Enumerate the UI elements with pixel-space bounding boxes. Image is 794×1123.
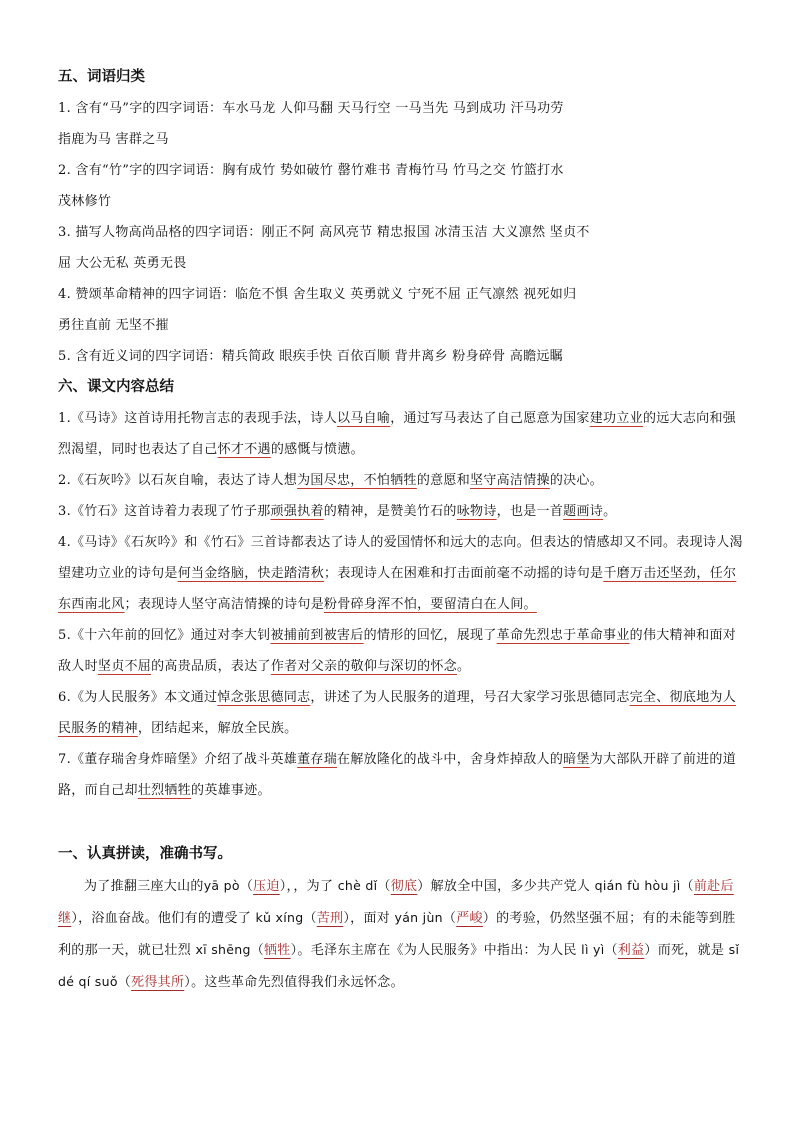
summary-item-7 bbox=[58, 744, 748, 806]
section6-heading: 六、课文内容总结 bbox=[58, 379, 174, 395]
key-phrase: 坚守高洁情操 bbox=[470, 473, 550, 488]
summary-text: ，也是一首 bbox=[496, 504, 564, 519]
key-phrase: 顽强执着 bbox=[270, 504, 324, 519]
word-group-1-cont: 指鹿为马 害群之马 bbox=[58, 132, 169, 147]
pinyin: chè dǐ bbox=[337, 878, 378, 893]
summary-text: ；表现诗人坚守高洁情操的诗句是 bbox=[124, 597, 325, 612]
answer-blank[interactable]: 利益 bbox=[617, 943, 645, 958]
exercise-text: 。毛泽东主席在《为人民服务》中指出：为人民 bbox=[297, 943, 577, 958]
word-group-2 bbox=[58, 155, 748, 186]
key-phrase: 以马自喻 bbox=[337, 411, 391, 426]
pinyin: yán jùn bbox=[394, 910, 443, 925]
summary-text: 在解放隆化的战斗中，舍身炸掉敌人的 bbox=[337, 752, 564, 767]
summary-text: 。 bbox=[457, 659, 471, 674]
summary-text: 3.《竹石》这首诗着力表现了竹子那 bbox=[58, 504, 271, 519]
summary-text: 的情形的回忆，展现了 bbox=[363, 628, 497, 643]
word-group-4-cont: 勇往直前 无坚不摧 bbox=[58, 318, 169, 333]
summary-text: 的伟大精神和面对敌人时 bbox=[58, 628, 737, 674]
exercise-text: 。这些革命先烈值得我们永远怀念。 bbox=[191, 975, 404, 990]
answer-blank[interactable]: 前赴后继 bbox=[58, 879, 734, 926]
summary-text: 的高贵品质，表达了 bbox=[151, 659, 271, 674]
word-group-words: 车水马龙 人仰马翻 天马行空 一马当先 马到成功 汗马功劳 bbox=[222, 101, 564, 116]
word-group-words: 精兵简政 眼疾手快 百依百顺 背井离乡 粉身碎骨 高瞻远瞩 bbox=[221, 349, 564, 364]
word-group-label: 2. 含有“竹”字的四字词语： bbox=[58, 163, 223, 178]
section1-heading: 一、认真拼读，准确书写。 bbox=[58, 846, 232, 862]
section5-heading: 五、词语归类 bbox=[58, 69, 145, 85]
summary-item-3 bbox=[58, 496, 748, 527]
key-phrase: 粉骨碎身浑不怕，要留清白在人间。 bbox=[324, 597, 537, 612]
summary-text: 的英雄事迹。 bbox=[191, 783, 271, 798]
word-group-words: 胸有成竹 势如破竹 罄竹难书 青梅竹马 竹马之交 竹篮打水 bbox=[222, 163, 564, 178]
document-page bbox=[58, 62, 748, 998]
key-phrase: 千磨万击还坚劲，任尔东西南北风 bbox=[58, 566, 737, 612]
summary-text: 为大部队开辟了前进的道路，而自己却 bbox=[58, 752, 737, 798]
word-group-4 bbox=[58, 279, 748, 310]
answer-blank[interactable]: 苦刑 bbox=[316, 911, 344, 926]
exercise-text: ，面对 bbox=[350, 911, 391, 926]
summary-text: 的感慨与愤懑。 bbox=[270, 442, 364, 457]
summary-text: ，团结起来，解放全民族。 bbox=[137, 721, 298, 736]
summary-text: 的意愿和 bbox=[416, 473, 471, 488]
section5-list bbox=[58, 93, 748, 372]
summary-text: 5.《十六年前的回忆》通过对李大钊 bbox=[58, 628, 271, 643]
word-group-1 bbox=[58, 93, 748, 124]
answer-blank[interactable]: 牺牲 bbox=[264, 943, 291, 958]
exercise-text: 解放全中国，多少共产党人 bbox=[430, 879, 591, 894]
key-phrase: 暗堡 bbox=[563, 752, 590, 767]
summary-text: 6.《为人民服务》本文通过 bbox=[58, 690, 218, 705]
answer-blank[interactable]: 彻底 bbox=[390, 879, 418, 894]
key-phrase: 壮烈牺牲 bbox=[137, 783, 192, 798]
summary-text: ，通过写马表达了自己愿意为国家 bbox=[390, 411, 590, 426]
summary-text: ；表现诗人在困难和打击面前毫不动摇的诗句是 bbox=[324, 566, 604, 581]
answer-blank[interactable]: 死得其所 bbox=[131, 975, 185, 990]
summary-item-5 bbox=[58, 620, 748, 682]
key-phrase: 咏物诗 bbox=[456, 504, 497, 519]
summary-text: 的精神，是赞美竹石的 bbox=[323, 504, 457, 519]
word-group-words: 临危不惧 舍生取义 英勇就义 宁死不屈 正气凛然 视死如归 bbox=[235, 287, 577, 302]
summary-text: 的远大志向和强烈渴望，同时也表达了自己 bbox=[58, 411, 737, 457]
word-group-3-cont: 屈 大公无私 英勇无畏 bbox=[58, 256, 187, 271]
exercise-text: 为了推翻三座大山的 bbox=[84, 879, 204, 894]
word-group-label: 4. 赞颂革命精神的四字词语： bbox=[58, 287, 236, 302]
pinyin: xī shēng bbox=[195, 942, 251, 957]
word-group-3 bbox=[58, 217, 748, 248]
exercise-text: 的考验，仍然坚强不屈；有的未能等到胜利的那一天，就已壮烈 bbox=[58, 911, 736, 958]
word-group-label: 5. 含有近义词的四字词语： bbox=[58, 349, 222, 364]
summary-text: 4.《马诗》《石灰吟》和《竹石》三首诗都表达了诗人的爱国情怀和远大的志向。但表达的情感却又不同。表现诗人渴望建功立业的诗句是 bbox=[58, 535, 743, 581]
summary-item-2 bbox=[58, 465, 748, 496]
summary-item-6 bbox=[58, 682, 748, 744]
key-phrase: 作者对父亲的敬仰与深切的怀念 bbox=[270, 659, 458, 674]
word-group-2-cont: 茂林修竹 bbox=[58, 194, 112, 209]
exercise-text: 而死，就是 bbox=[657, 943, 725, 958]
key-phrase: 坚贞不屈 bbox=[97, 659, 152, 674]
pinyin: lì yì bbox=[581, 942, 605, 957]
key-phrase: 革命先烈忠于革命事业 bbox=[496, 628, 630, 643]
summary-text: 1.《马诗》这首诗用托物言志的表现手法，诗人 bbox=[58, 411, 338, 426]
exercise-text: ，为了 bbox=[293, 879, 334, 894]
key-phrase: 悼念张思德同志 bbox=[217, 690, 311, 705]
key-phrase: 为国尽忠，不怕牺牲 bbox=[297, 473, 417, 488]
summary-text: 2.《石灰吟》以石灰自喻，表达了诗人想 bbox=[58, 473, 298, 488]
pinyin: kǔ xíng bbox=[255, 910, 304, 925]
summary-text: 。 bbox=[603, 504, 617, 519]
word-group-label: 3. 描写人物高尚品格的四字词语： bbox=[58, 225, 262, 240]
key-phrase: 建功立业 bbox=[589, 411, 643, 426]
word-group-label: 1. 含有“马”字的四字词语： bbox=[58, 101, 223, 116]
pinyin: sǐ dé qí suǒ bbox=[58, 942, 740, 989]
key-phrase: 题画诗 bbox=[563, 504, 604, 519]
summary-text: 的决心。 bbox=[549, 473, 604, 488]
key-phrase: 完全、彻底地为人民服务的精神 bbox=[58, 690, 737, 736]
word-group-words: 刚正不阿 高风亮节 精忠报国 冰清玉洁 大义凛然 坚贞不 bbox=[261, 225, 590, 240]
pinyin: qián fù hòu jì bbox=[594, 878, 681, 893]
exercise-text: ，浴血奋战。他们有的遭受了 bbox=[78, 911, 252, 926]
key-phrase: 怀才不遇 bbox=[217, 442, 271, 457]
answer-blank[interactable]: 严峻 bbox=[456, 911, 483, 926]
word-group-5 bbox=[58, 341, 748, 372]
summary-item-1 bbox=[58, 403, 748, 465]
summary-text: 7.《董存瑞舍身炸暗堡》介绍了战斗英雄 bbox=[58, 752, 298, 767]
pinyin: yā pò bbox=[203, 878, 240, 893]
section-spacer bbox=[58, 806, 748, 839]
key-phrase: 被捕前到被害后 bbox=[270, 628, 364, 643]
summary-item-4 bbox=[58, 527, 748, 620]
pinyin-exercise: 为了推翻三座大山的yā pò（压迫），，为了 chè dǐ（彻底）解放全中国，多少共产党人 qián fù hòu jì（前赴后继），浴血奋战。他们有的遭受了 kǔ xíng（苦刑），面对 yán jùn（严峻）的考验，仍然坚强不屈；有的未能等到胜利的那一天，就已壮烈 xī shēng（牺牲）。毛泽东主席在《为人民服务》中指出：为人民 lì yì（利益）而死，就是 sǐ dé qí suǒ（死得其所）。这些革命先烈值得我们永远怀念。 bbox=[58, 878, 740, 990]
key-phrase: 何当金络脑，快走踏清秋 bbox=[177, 566, 325, 581]
summary-text: ，讲述了为人民服务的道理，号召大家学习张思德同志 bbox=[310, 690, 630, 705]
answer-blank[interactable]: 压迫 bbox=[253, 879, 280, 894]
key-phrase: 董存瑞 bbox=[297, 752, 338, 767]
